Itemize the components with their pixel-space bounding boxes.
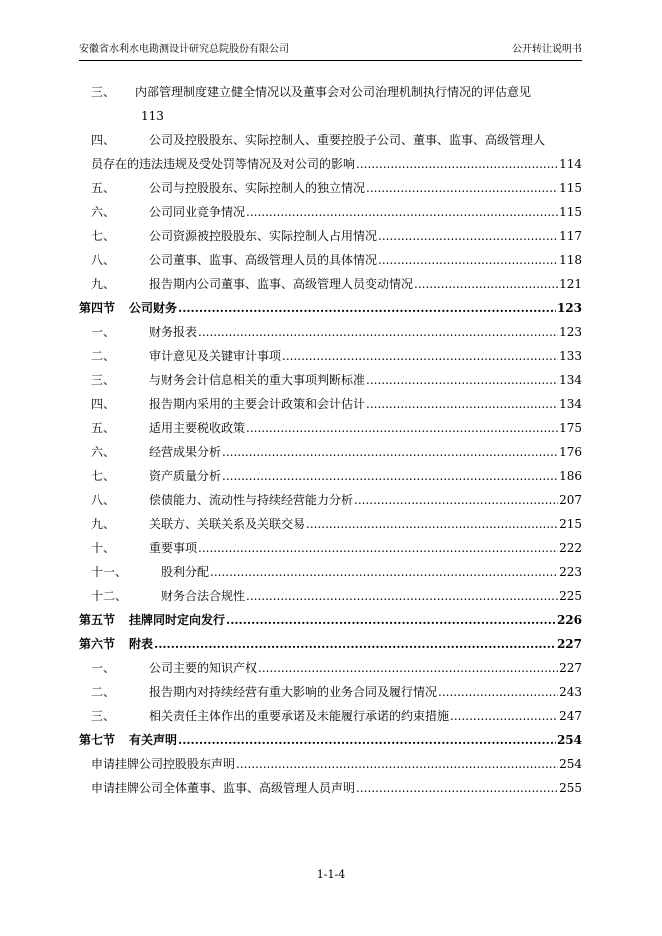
toc-entry[interactable]: [79, 466, 582, 486]
toc-entry[interactable]: [79, 154, 582, 174]
toc-dot-leader: [226, 610, 556, 630]
toc-entry-title: 员存在的违法违规及受处罚等情况及对公司的影响: [91, 157, 356, 171]
toc-entry-title: 重要事项: [149, 541, 198, 555]
toc-entry[interactable]: [79, 514, 582, 534]
toc-entry-title: 挂牌同时定向发行: [129, 613, 226, 627]
company-name: 安徽省水利水电勘测设计研究总院股份有限公司: [79, 44, 289, 55]
toc-entry[interactable]: [79, 370, 582, 390]
toc-page-number: 123: [559, 325, 582, 339]
toc-dot-leader: [222, 442, 558, 462]
toc-entry[interactable]: [79, 610, 582, 630]
toc-entry-title: 偿债能力、流动性与持续经营能力分析: [149, 493, 354, 507]
toc-entry-title: 股利分配: [161, 565, 210, 579]
toc-entry[interactable]: [79, 322, 582, 342]
toc-entry-number: 七、: [91, 229, 116, 243]
toc-entry[interactable]: [79, 178, 582, 198]
toc-entry-number: 三、: [91, 373, 116, 387]
toc-dot-leader: [356, 154, 558, 174]
toc-entry-title: 与财务会计信息相关的重大事项判断标准: [149, 373, 366, 387]
toc-dot-leader: [178, 298, 556, 318]
toc-entry-title: 公司同业竞争情况: [149, 205, 246, 219]
toc-entry[interactable]: [79, 226, 582, 246]
toc-entry-number: 八、: [91, 493, 116, 507]
toc-entry[interactable]: [79, 250, 582, 270]
toc-entry-title: 附表: [129, 637, 154, 651]
toc-entry-number: 四、: [91, 397, 116, 411]
toc-entry-title: 报告期内公司董事、监事、高级管理人员变动情况: [149, 277, 414, 291]
toc-page-number: 118: [559, 253, 582, 267]
toc-dot-leader: [210, 562, 558, 582]
toc-dot-leader: [246, 202, 558, 222]
page-number: 1-1-4: [316, 868, 346, 881]
toc-page-number: 115: [559, 205, 582, 219]
toc-entry-number: 十二、: [91, 589, 128, 603]
toc-entry[interactable]: [79, 202, 582, 222]
toc-page-number: 123: [556, 301, 582, 315]
document-type: 公开转让说明书: [512, 44, 582, 55]
toc-page-number: 175: [559, 421, 582, 435]
toc-entry-number: 一、: [91, 325, 116, 339]
toc-entry-title: 相关责任主体作出的重要承诺及未能履行承诺的约束措施: [149, 709, 450, 723]
toc-entry-number: 六、: [91, 205, 116, 219]
toc-page-number: 225: [559, 589, 582, 603]
toc-page-number: 115: [559, 181, 582, 195]
toc-entry-title: 资产质量分析: [149, 469, 222, 483]
toc-page-number: 227: [559, 661, 582, 675]
toc-entry-number: 五、: [91, 181, 116, 195]
toc-entry-number: 三、: [91, 709, 116, 723]
toc-entry[interactable]: [79, 418, 582, 438]
toc-entry[interactable]: [79, 658, 582, 678]
toc-entry[interactable]: [79, 82, 582, 102]
toc-entry-title: 经营成果分析: [149, 445, 222, 459]
toc-dot-leader: [414, 274, 558, 294]
toc-entry-number: 第四节: [79, 301, 116, 315]
toc-entry-number: 六、: [91, 445, 116, 459]
toc-entry-number: 一、: [91, 661, 116, 675]
toc-page-number: 254: [559, 757, 582, 771]
toc-entry[interactable]: [79, 730, 582, 750]
toc-entry-number: 二、: [91, 685, 116, 699]
toc-entry-number: 八、: [91, 253, 116, 267]
toc-entry-number: 九、: [91, 517, 116, 531]
toc-entry[interactable]: [79, 130, 582, 150]
toc-entry[interactable]: [79, 274, 582, 294]
toc-entry-title: 适用主要税收政策: [149, 421, 246, 435]
toc-entry[interactable]: [79, 778, 582, 798]
toc-page-number: 227: [556, 637, 582, 651]
toc-entry-title: 公司及控股股东、实际控制人、重要控股子公司、董事、监事、高级管理人: [149, 133, 546, 147]
toc-page-number: 215: [559, 517, 582, 531]
toc-entry[interactable]: [79, 562, 582, 582]
toc-dot-leader: [378, 250, 558, 270]
toc-page-number: 243: [559, 685, 582, 699]
toc-entry[interactable]: [79, 586, 582, 606]
toc-entry-title: 报告期内对持续经营有重大影响的业务合同及履行情况: [149, 685, 438, 699]
toc-entry-number: 第五节: [79, 613, 116, 627]
toc-dot-leader: [378, 226, 558, 246]
toc-entry-number: 第六节: [79, 637, 116, 651]
toc-dot-leader: [178, 730, 556, 750]
toc-entry[interactable]: [79, 346, 582, 366]
toc-dot-leader: [366, 370, 558, 390]
toc-entry-number: 四、: [91, 133, 116, 147]
toc-entry-title: 公司财务: [129, 301, 178, 315]
toc-page-number: 133: [559, 349, 582, 363]
toc-entry-number: 第七节: [79, 733, 116, 747]
toc-entry[interactable]: [79, 442, 582, 462]
toc-entry-number: 九、: [91, 277, 116, 291]
toc-dot-leader: [356, 778, 558, 798]
toc-page-number: 114: [559, 157, 582, 171]
toc-entry-title: 申请挂牌公司全体董事、监事、高级管理人员声明: [91, 781, 356, 795]
toc-page-number: 121: [559, 277, 582, 291]
toc-dot-leader: [366, 394, 558, 414]
toc-dot-leader: [354, 490, 558, 510]
toc-dot-leader: [246, 418, 558, 438]
toc-entry-number: 三、: [91, 85, 116, 99]
toc-entry-number: 五、: [91, 421, 116, 435]
toc-page-number: 222: [559, 541, 582, 555]
toc-dot-leader: [236, 754, 558, 774]
toc-entry-title: 公司与控股股东、实际控制人的独立情况: [149, 181, 366, 195]
toc-entry[interactable]: [79, 538, 582, 558]
toc-entry-title: 申请挂牌公司控股股东声明: [91, 757, 236, 771]
toc-entry-title: 财务报表: [149, 325, 198, 339]
toc-entry-title: 有关声明: [129, 733, 178, 747]
toc-entry[interactable]: [79, 706, 582, 726]
toc-dot-leader: [438, 682, 558, 702]
toc-page-number: 117: [559, 229, 582, 243]
toc-entry[interactable]: [79, 298, 582, 318]
toc-dot-leader: [258, 658, 558, 678]
toc-entry[interactable]: [79, 490, 582, 510]
toc-page-number: 223: [559, 565, 582, 579]
toc-entry-title: 报告期内采用的主要会计政策和会计估计: [149, 397, 366, 411]
toc-entry-number: 七、: [91, 469, 116, 483]
toc-entry-title: 审计意见及关键审计事项: [149, 349, 282, 363]
toc-page-number: 176: [559, 445, 582, 459]
toc-page-number: 255: [559, 781, 582, 795]
toc-entry-title: 113: [141, 109, 164, 123]
toc-dot-leader: [198, 322, 558, 342]
toc-entry[interactable]: [79, 394, 582, 414]
toc-dot-leader: [306, 514, 558, 534]
toc-entry-title: 公司资源被控股股东、实际控制人占用情况: [149, 229, 378, 243]
toc-page-number: 186: [559, 469, 582, 483]
toc-page-number: 134: [559, 373, 582, 387]
toc-page-number: 207: [559, 493, 582, 507]
toc-entry-number: 十、: [91, 541, 116, 555]
toc-dot-leader: [450, 706, 558, 726]
toc-entry-number: 十一、: [91, 565, 128, 579]
toc-dot-leader: [222, 466, 558, 486]
toc-entry-title: 财务合法合规性: [161, 589, 246, 603]
toc-entry-title: 关联方、关联关系及关联交易: [149, 517, 306, 531]
toc-entry-number: 二、: [91, 349, 116, 363]
toc-dot-leader: [366, 178, 558, 198]
toc-dot-leader: [154, 634, 556, 654]
toc-page-number: 134: [559, 397, 582, 411]
toc-entry[interactable]: [79, 634, 582, 654]
toc-entry-title: 内部管理制度建立健全情况以及董事会对公司治理机制执行情况的评估意见: [135, 85, 532, 99]
page-header: [79, 42, 582, 61]
toc-dot-leader: [198, 538, 558, 558]
toc-entry-title: 公司主要的知识产权: [149, 661, 258, 675]
toc-entry[interactable]: [79, 106, 582, 126]
toc-dot-leader: [246, 586, 558, 606]
toc-entry[interactable]: [79, 682, 582, 702]
toc-entry[interactable]: [79, 754, 582, 774]
toc-page-number: 226: [556, 613, 582, 627]
toc-entry-title: 公司董事、监事、高级管理人员的具体情况: [149, 253, 378, 267]
toc-page-number: 247: [559, 709, 582, 723]
toc-page-number: 254: [556, 733, 582, 747]
toc-dot-leader: [282, 346, 558, 366]
